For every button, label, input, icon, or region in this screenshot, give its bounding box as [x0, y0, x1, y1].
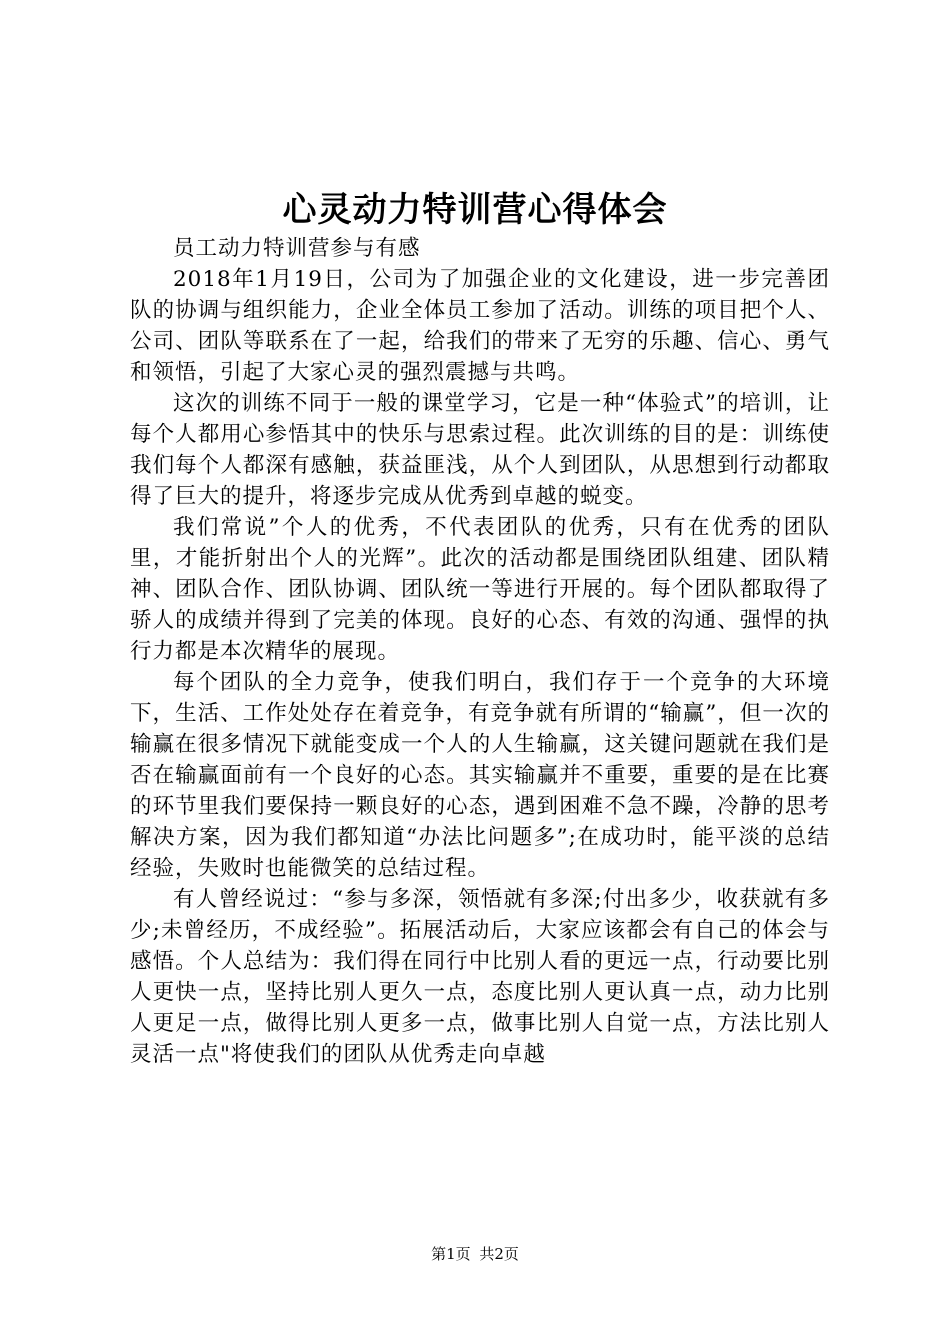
page-number-current: 第1页 — [431, 1245, 471, 1263]
document-title: 心灵动力特训营心得体会 — [282, 190, 668, 230]
page-footer — [0, 1244, 950, 1264]
page-number-total: 共2页 — [479, 1245, 519, 1263]
body-paragraph: 这次的训练不同于一般的课堂学习，它是一种“体验式”的培训，让每个人都用心参悟其中的快乐与思索过程。此次训练的目的是：训练使我们每个人都深有感触，获益匪浅，从个人到团队，从思想到行动都取得了巨大的提升，将逐步完成从优秀到卓越的蜕变。 — [130, 391, 830, 509]
body-paragraph: 每个团队的全力竞争，使我们明白，我们存于一个竞争的大环境下，生活、工作处处存在着竞争，有竞争就有所谓的“输赢”，但一次的输赢在很多情况下就能变成一个人的人生输赢，这关键问题就在我们是否在输赢面前有一个良好的心态。其实输赢并不重要，重要的是在比赛的环节里我们要保持一颗良好的心态，遇到困难不急不躁，冷静的思考解决方案，因为我们都知道“办法比问题多”;在成功时，能平淡的总结经验，失败时也能微笑的总结过程。 — [130, 670, 830, 881]
body-paragraph: 我们常说”个人的优秀，不代表团队的优秀，只有在优秀的团队里，才能折射出个人的光辉”。此次的活动都是围绕团队组建、团队精神、团队合作、团队协调、团队统一等进行开展的。每个团队都取得了骄人的成绩并得到了完美的体现。良好的心态、有效的沟通、强悍的执行力都是本次精华的展现。 — [130, 515, 830, 664]
body-paragraph: 2018年1月19日，公司为了加强企业的文化建设，进一步完善团队的协调与组织能力，企业全体员工参加了活动。训练的项目把个人、公司、团队等联系在了一起，给我们的带来了无穷的乐趣、信心、勇气和领悟，引起了大家心灵的强烈震撼与共鸣。 — [130, 267, 830, 385]
document-body — [130, 233, 830, 1070]
subtitle-paragraph: 员工动力特训营参与有感 — [173, 236, 421, 261]
body-paragraph: 有人曾经说过：“参与多深，领悟就有多深;付出多少，收获就有多少;未曾经历，不成经验”。拓展活动后，大家应该都会有自己的体会与感悟。个人总结为：我们得在同行中比别人看的更远一点，行动要比别人更快一点，坚持比别人更久一点，态度比别人更认真一点，动力比别人更足一点，做得比别人更多一点，做事比别人自觉一点，方法比别人灵活一点"将使我们的团队从优秀走向卓越 — [130, 887, 830, 1067]
